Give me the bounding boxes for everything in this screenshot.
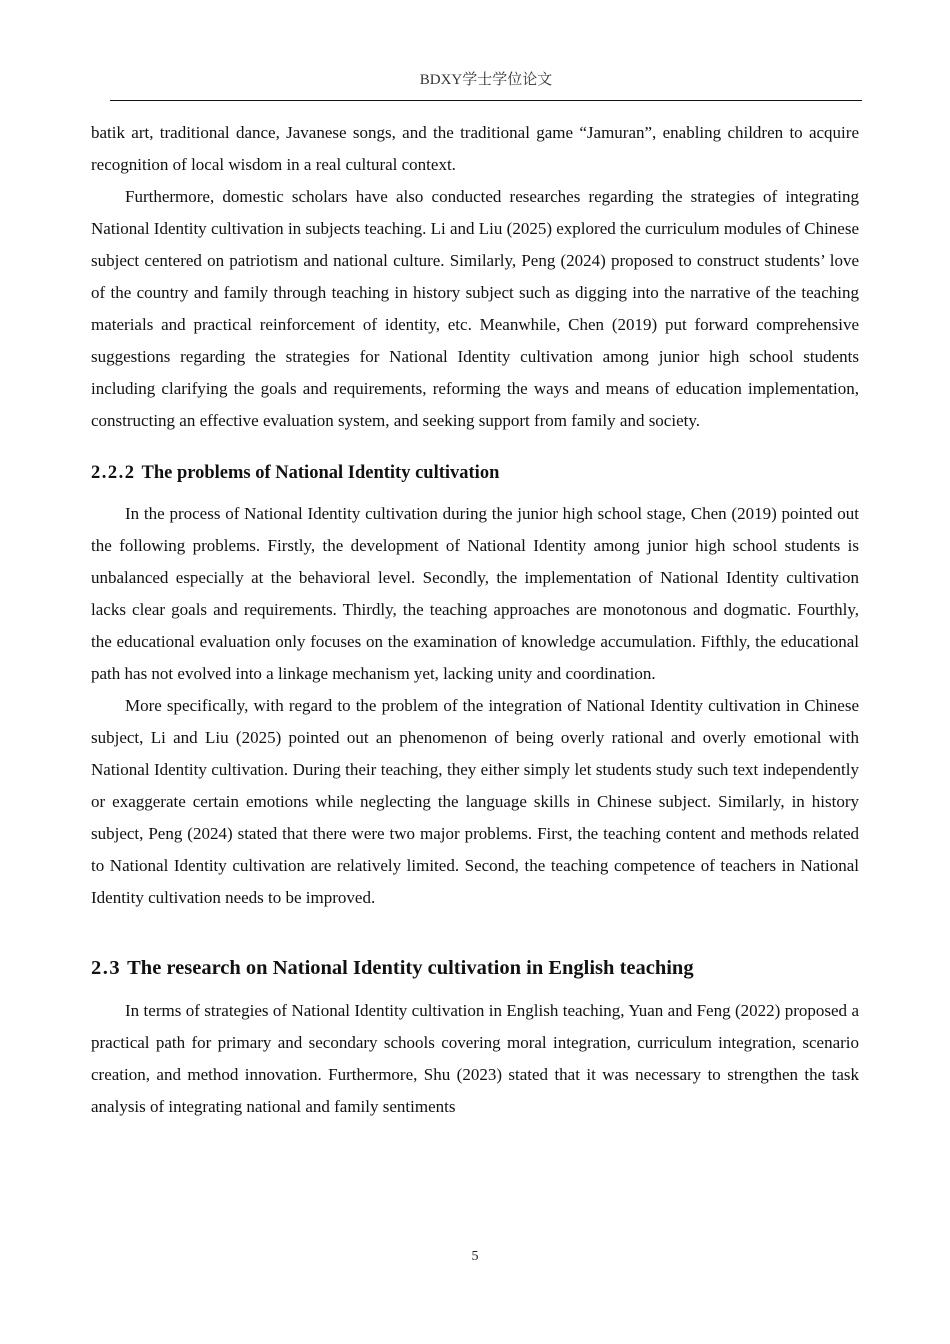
paragraph-continuation: batik art, traditional dance, Javanese songs, and the traditional game “Jamuran”, enabling children to acquire recognition of local wisdom in a real cultural context. xyxy=(91,123,859,174)
paragraph-domestic-scholars: Furthermore, domestic scholars have also conducted researches regarding the strategies of integrating National Identity cultivation in subjects teaching. Li and Liu (2025) explored the curriculum modules of Chinese subject centered on patriotism and national culture. Similarly, Peng (2024) proposed to construct students’ love of the country and family through teaching in history subject such as digging into the narrative of the teaching materials and practical reinforcement of identity, etc. Meanwhile, Chen (2019) put forward comprehensive suggestions regarding the strategies for National Identity cultivation among junior high school students including clarifying the goals and requirements, reforming the ways and means of education implementation, constructing an effective evaluation system, and seeking support from family and society. xyxy=(91,187,859,430)
section-heading-2-2-2 xyxy=(91,458,859,488)
section-heading-2-3 xyxy=(91,951,859,985)
section-number: 2.3 xyxy=(91,957,122,979)
paragraph-english-teaching: In terms of strategies of National Identity cultivation in English teaching, Yuan and Feng (2022) proposed a practical path for primary and secondary schools covering moral integration, curriculum integration, scenario creation, and method innovation. Furthermore, Shu (2023) stated that it was necessary to strengthen the task analysis of integrating national and family sentiments xyxy=(91,1001,859,1116)
page-number: 5 xyxy=(471,1249,479,1264)
section-number: 2.2.2 xyxy=(91,463,136,483)
section-title: The research on National Identity cultivation in English teaching xyxy=(127,957,694,979)
page-body xyxy=(91,117,859,1123)
header-rule xyxy=(110,100,862,101)
paragraph-specific-problems: More specifically, with regard to the problem of the integration of National Identity cultivation in Chinese subject, Li and Liu (2025) pointed out an phenomenon of being overly rational and overly emotional with National Identity cultivation. During their teaching, they either simply let students study such text independently or exaggerate certain emotions while neglecting the language skills in Chinese subject. Similarly, in history subject, Peng (2024) stated that there were two major problems. First, the teaching content and methods related to National Identity cultivation are relatively limited. Second, the teaching competence of teachers in National Identity cultivation needs to be improved. xyxy=(91,696,859,907)
paragraph-problems: In the process of National Identity cultivation during the junior high school stage, Chen (2019) pointed out the following problems. Firstly, the development of National Identity among junior high school students is unbalanced especially at the behavioral level. Secondly, the implementation of National Identity cultivation lacks clear goals and requirements. Thirdly, the teaching approaches are monotonous and dogmatic. Fourthly, the educational evaluation only focuses on the examination of knowledge accumulation. Fifthly, the educational path has not evolved into a linkage mechanism yet, lacking unity and coordination. xyxy=(91,504,859,683)
running-header: BDXY学士学位论文 xyxy=(419,72,553,88)
section-title: The problems of National Identity cultivation xyxy=(141,463,500,483)
